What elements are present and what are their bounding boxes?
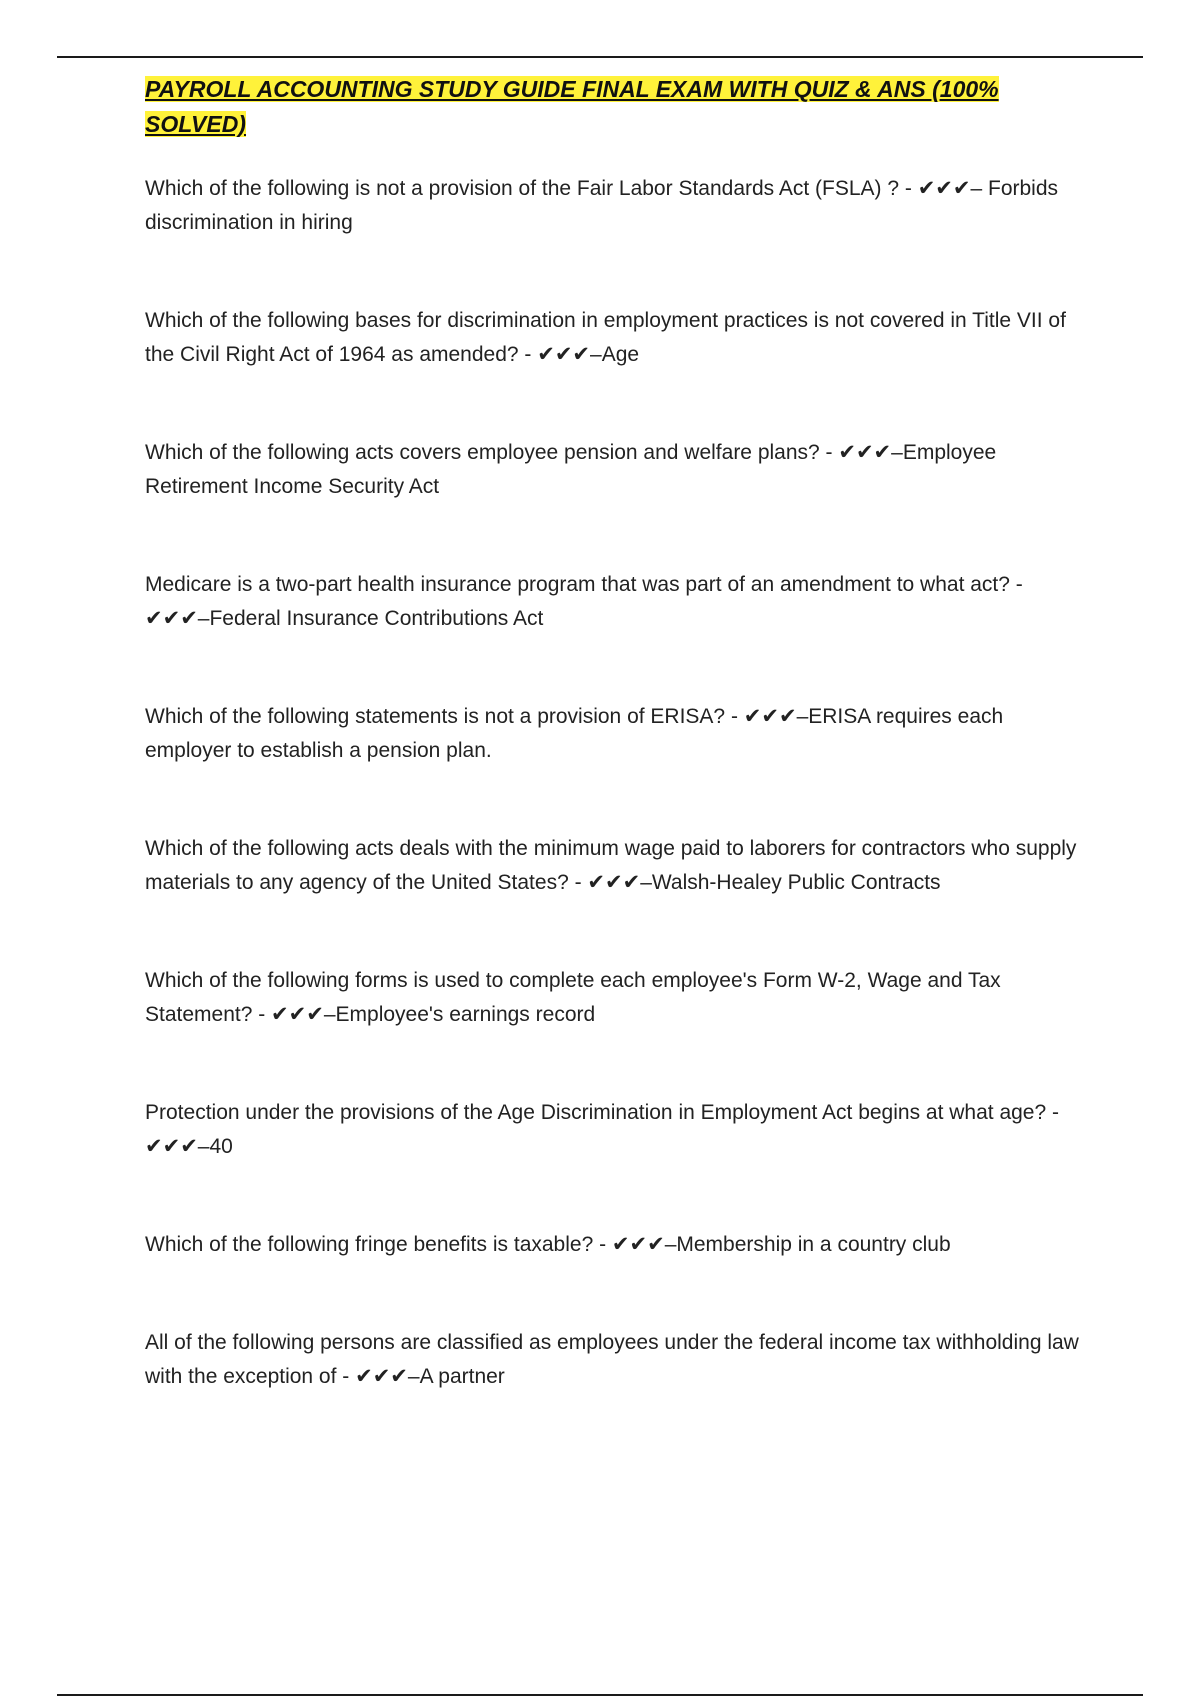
qa-item: Which of the following fringe benefits is taxable? - ✔✔✔–Membership in a country club (145, 1233, 951, 1256)
top-rule (57, 56, 1143, 58)
document-title-text: PAYROLL ACCOUNTING STUDY GUIDE FINAL EXAM WITH QUIZ & ANS (100% SOLVED) (145, 76, 999, 137)
document-title (145, 72, 1085, 142)
document-body (145, 72, 1085, 1458)
qa-item: Which of the following is not a provision of the Fair Labor Standards Act (FSLA) ? - ✔✔✔– Forbids discrimination in hiring (145, 177, 1059, 234)
qa-item: Which of the following acts deals with the minimum wage paid to laborers for contractors who supply materials to any agency of the United States? - ✔✔✔–Walsh-Healey Public Contracts (145, 837, 1077, 894)
qa-item: Which of the following forms is used to complete each employee's Form W-2, Wage and Tax Statement? - ✔✔✔–Employee's earnings record (145, 969, 1001, 1026)
qa-item: Medicare is a two-part health insurance program that was part of an amendment to what act? - ✔✔✔–Federal Insurance Contributions Act (145, 573, 1023, 630)
bottom-rule (57, 1694, 1143, 1696)
qa-list (145, 172, 1085, 1394)
qa-item: Which of the following statements is not a provision of ERISA? - ✔✔✔–ERISA requires each employer to establish a pension plan. (145, 705, 1004, 762)
qa-item: Protection under the provisions of the Age Discrimination in Employment Act begins at what age? - ✔✔✔–40 (145, 1101, 1059, 1158)
qa-item: Which of the following acts covers employee pension and welfare plans? - ✔✔✔–Employee Retirement Income Security Act (145, 441, 997, 498)
qa-item: All of the following persons are classified as employees under the federal income tax withholding law with the exception of - ✔✔✔–A partner (145, 1331, 1079, 1388)
qa-item: Which of the following bases for discrimination in employment practices is not covered in Title VII of the Civil Right Act of 1964 as amended? - ✔✔✔–Age (145, 309, 1066, 366)
